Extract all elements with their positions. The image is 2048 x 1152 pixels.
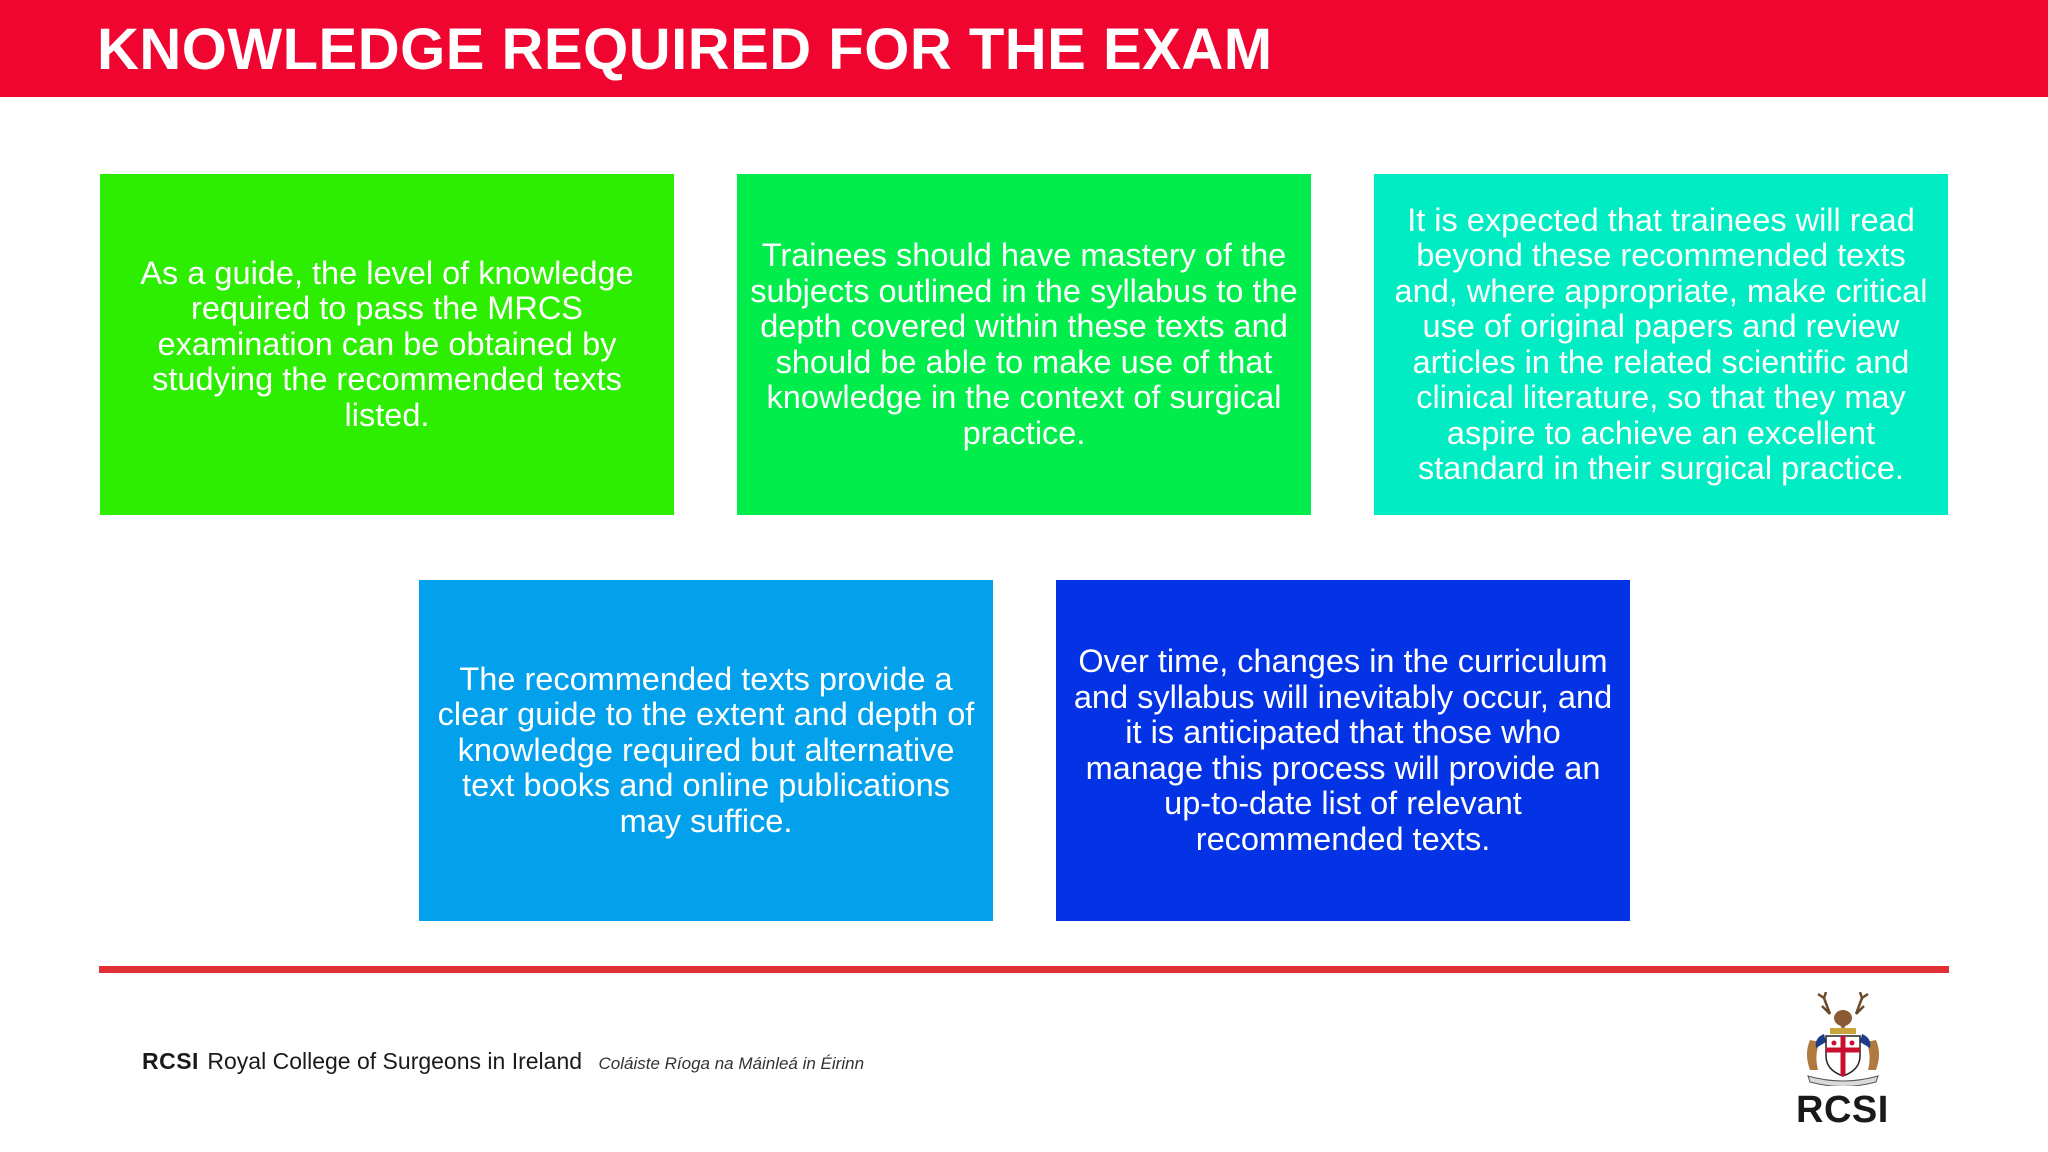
info-box-text: Over time, changes in the curriculum and syllabus will inevitably occur, and it is anticipated that those who manage this process will provide an up-to-date list of relevant recommended texts. — [1073, 643, 1613, 857]
info-box-mastery — [737, 174, 1311, 515]
rcsi-crest-label: RCSI — [1796, 1089, 1889, 1131]
footer-organization — [142, 1048, 864, 1075]
info-box-curriculum-changes — [1056, 580, 1630, 921]
info-box-text: As a guide, the level of knowledge required to pass the MRCS examination can be obtained by studying the recommended texts listed. — [140, 254, 634, 433]
info-box-text: The recommended texts provide a clear guide to the extent and depth of knowledge required but alternative text books and online publications may suffice. — [437, 660, 975, 839]
org-name: Royal College of Surgeons in Ireland — [207, 1048, 583, 1074]
info-box-knowledge-guide — [100, 174, 674, 515]
org-name-irish: Coláiste Ríoga na Máinleá in Éirinn — [598, 1054, 865, 1073]
info-box-text: It is expected that trainees will read beyond these recommended texts and, where appropriate, make critical use of original papers and review articles in the related scientific and clinical literature, so that they may aspire to achieve an excellent standard in their surgical practice. — [1394, 201, 1928, 486]
info-box-recommended-texts — [419, 580, 993, 921]
rcsi-crest-icon — [1800, 992, 1886, 1086]
info-box-text: Trainees should have mastery of the subjects outlined in the syllabus to the depth covered within these texts and should be able to make use of that knowledge in the context of surgical practice. — [750, 237, 1298, 451]
page-title: KNOWLEDGE REQUIRED FOR THE EXAM — [97, 17, 1273, 82]
footer-divider — [99, 966, 1949, 973]
info-box-further-reading — [1374, 174, 1948, 515]
org-abbreviation: RCSI — [142, 1048, 199, 1074]
header-bar — [0, 0, 2048, 97]
